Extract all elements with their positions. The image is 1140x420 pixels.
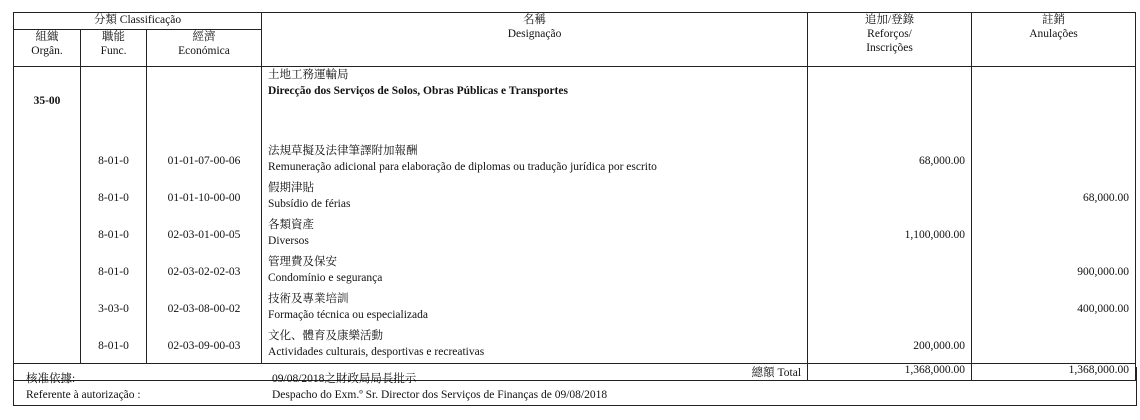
authorization-label bbox=[26, 371, 141, 403]
entity-reinforce-empty bbox=[808, 67, 972, 142]
authorization-value-zh: 09/08/2018之財政局局長批示 bbox=[272, 373, 417, 385]
organ-cell bbox=[14, 289, 81, 326]
cancel-cell bbox=[972, 141, 1136, 178]
designation-zh-text: 文化、體育及康樂活動 bbox=[268, 330, 384, 342]
classification-pt: Classificação bbox=[119, 14, 182, 26]
func-header bbox=[81, 30, 147, 67]
designation-pt-text: Diversos bbox=[268, 235, 309, 247]
econ-pt: Económica bbox=[178, 45, 230, 57]
organ-pt: Orgân. bbox=[31, 45, 63, 57]
cancel-cell: 900,000.00 bbox=[972, 252, 1136, 289]
reinforce-cell: 1,100,000.00 bbox=[808, 215, 972, 252]
cancel-zh: 註銷 bbox=[1042, 14, 1066, 26]
func-zh: 職能 bbox=[102, 31, 125, 43]
reinforce-cell bbox=[808, 252, 972, 289]
func-cell: 8-01-0 bbox=[81, 178, 147, 215]
designation-cell bbox=[262, 215, 808, 252]
designation-pt-text: Condomínio e segurança bbox=[268, 272, 383, 284]
header-row-top bbox=[14, 13, 1136, 30]
classification-header bbox=[14, 13, 262, 30]
organ-cell bbox=[14, 215, 81, 252]
entity-name-zh: 土地工務運輸局 bbox=[268, 69, 349, 81]
designation-cell bbox=[262, 252, 808, 289]
table-row bbox=[14, 326, 1136, 364]
cancel-cell bbox=[972, 215, 1136, 252]
cancel-pt: Anulações bbox=[1029, 28, 1078, 40]
entity-econ-empty bbox=[147, 67, 262, 142]
organ-zh: 組織 bbox=[35, 31, 59, 43]
cancel-cell: 400,000.00 bbox=[972, 289, 1136, 326]
total-reinforce: 1,368,000.00 bbox=[808, 364, 972, 381]
designation-zh-text: 技術及專業培訓 bbox=[268, 293, 349, 305]
reinforce-header bbox=[808, 13, 972, 67]
func-cell: 8-01-0 bbox=[81, 252, 147, 289]
designation-cell bbox=[262, 326, 808, 364]
designation-pt-text: Subsídio de férias bbox=[268, 198, 351, 210]
authorization-box bbox=[13, 367, 1137, 406]
reinforce-pt2: Inscrições bbox=[866, 42, 913, 54]
cancel-cell bbox=[972, 326, 1136, 364]
reinforce-cell: 200,000.00 bbox=[808, 326, 972, 364]
entity-cancel-empty bbox=[972, 67, 1136, 142]
table-row bbox=[14, 178, 1136, 215]
reinforce-cell bbox=[808, 289, 972, 326]
entity-row bbox=[14, 67, 1136, 142]
func-cell: 8-01-0 bbox=[81, 326, 147, 364]
designation-pt-text: Actividades culturais, desportivas e recreativas bbox=[268, 346, 485, 358]
organ-cell bbox=[14, 326, 81, 364]
designation-cell bbox=[262, 178, 808, 215]
econ-cell: 01-01-07-00-06 bbox=[147, 141, 262, 178]
organ-cell bbox=[14, 252, 81, 289]
designation-cell bbox=[262, 141, 808, 178]
func-pt: Func. bbox=[100, 45, 127, 57]
econ-cell: 02-03-02-02-03 bbox=[147, 252, 262, 289]
econ-header bbox=[147, 30, 262, 67]
classification-zh: 分類 bbox=[93, 14, 117, 26]
table-row bbox=[14, 141, 1136, 178]
entity-func-empty bbox=[81, 67, 147, 142]
authorization-label-pt: Referente à autorização : bbox=[26, 389, 141, 401]
designation-header bbox=[262, 13, 808, 67]
designation-zh: 名稱 bbox=[523, 14, 547, 26]
authorization-value-pt: Despacho do Exm.º Sr. Director dos Serviços de Finanças de 09/08/2018 bbox=[272, 389, 608, 401]
reinforce-zh: 追加/登錄 bbox=[864, 14, 915, 26]
designation-zh-text: 各類資產 bbox=[268, 219, 315, 231]
func-cell: 8-01-0 bbox=[81, 215, 147, 252]
reinforce-cell bbox=[808, 178, 972, 215]
organ-cell bbox=[14, 178, 81, 215]
entity-name-pt: Direcção dos Serviços de Solos, Obras Públicas e Transportes bbox=[268, 85, 568, 97]
entity-code: 35-00 bbox=[14, 67, 81, 142]
func-cell: 3-03-0 bbox=[81, 289, 147, 326]
authorization-value bbox=[272, 371, 607, 403]
designation-zh-text: 法規草擬及法律筆譯附加報酬 bbox=[268, 145, 418, 157]
organ-cell bbox=[14, 141, 81, 178]
designation-pt: Designação bbox=[507, 28, 562, 40]
econ-cell: 01-01-10-00-00 bbox=[147, 178, 262, 215]
budget-table bbox=[13, 12, 1136, 381]
econ-cell: 02-03-09-00-03 bbox=[147, 326, 262, 364]
designation-zh-text: 假期津貼 bbox=[268, 182, 315, 194]
econ-cell: 02-03-08-00-02 bbox=[147, 289, 262, 326]
reinforce-pt1: Reforços/ bbox=[867, 28, 912, 40]
designation-pt-text: Formação técnica ou especializada bbox=[268, 309, 428, 321]
designation-cell bbox=[262, 289, 808, 326]
func-cell: 8-01-0 bbox=[81, 141, 147, 178]
entity-name bbox=[262, 67, 808, 142]
total-cancel: 1,368,000.00 bbox=[972, 364, 1136, 381]
line-items bbox=[14, 141, 1136, 364]
reinforce-cell: 68,000.00 bbox=[808, 141, 972, 178]
table-row bbox=[14, 215, 1136, 252]
total-label: 總額 Total bbox=[14, 364, 808, 381]
table-row bbox=[14, 289, 1136, 326]
designation-pt-text: Remuneração adicional para elaboração de diplomas ou tradução jurídica por escrito bbox=[268, 161, 657, 173]
cancel-header bbox=[972, 13, 1136, 67]
authorization-label-zh: 核准依據: bbox=[26, 373, 76, 385]
econ-cell: 02-03-01-00-05 bbox=[147, 215, 262, 252]
designation-zh-text: 管理費及保安 bbox=[268, 256, 338, 268]
table-row bbox=[14, 252, 1136, 289]
cancel-cell: 68,000.00 bbox=[972, 178, 1136, 215]
organ-header bbox=[14, 30, 81, 67]
econ-zh: 經濟 bbox=[192, 31, 216, 43]
